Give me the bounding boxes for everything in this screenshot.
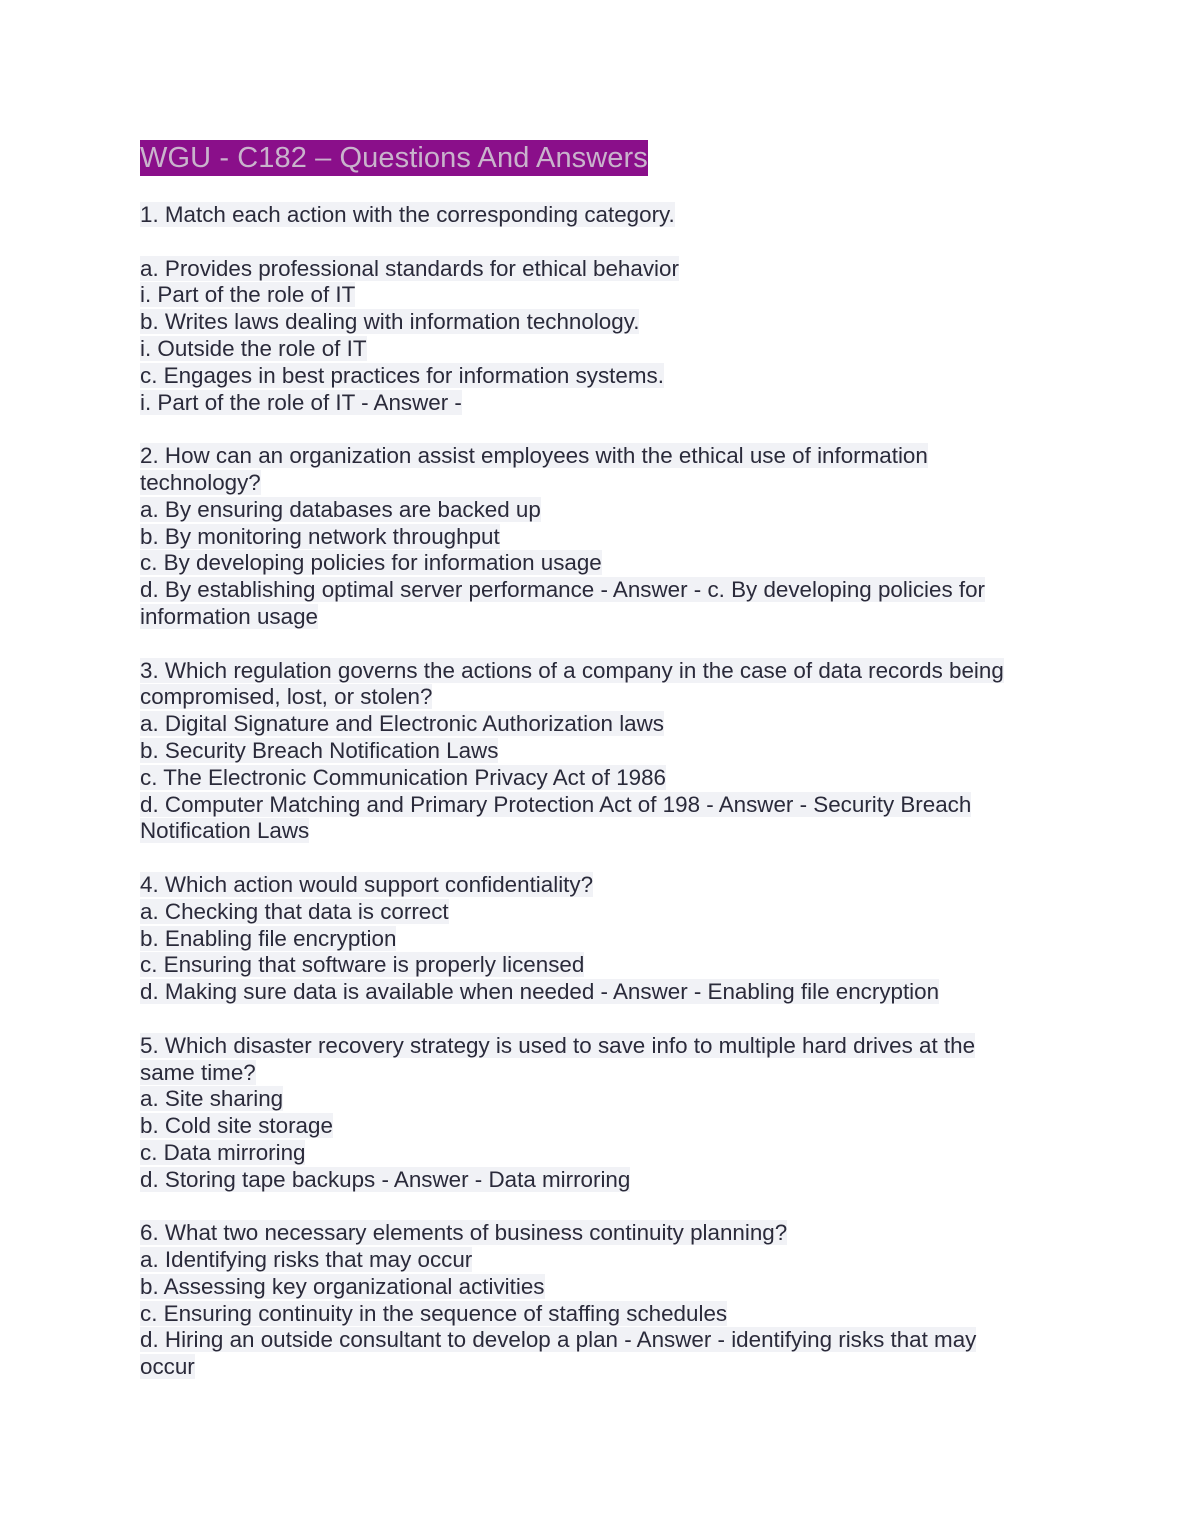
text-line-content: c. By developing policies for information usage xyxy=(140,550,602,576)
text-line xyxy=(140,711,1050,738)
text-line xyxy=(140,390,1050,417)
document-title: WGU - C182 – Questions And Answers xyxy=(140,142,648,174)
text-line xyxy=(140,818,1050,845)
question-block xyxy=(140,256,1050,417)
text-line xyxy=(140,256,1050,283)
text-line-content: a. Checking that data is correct xyxy=(140,898,449,924)
text-line-content: i. Part of the role of IT xyxy=(140,282,356,308)
text-line xyxy=(140,1140,1050,1167)
text-line xyxy=(140,872,1050,899)
text-line xyxy=(140,658,1050,685)
text-line xyxy=(140,1274,1050,1301)
text-line-content: 2. How can an organization assist employees with the ethical use of information xyxy=(140,443,928,469)
text-line-content: 1. Match each action with the corresponding category. xyxy=(140,202,675,227)
text-line-content: a. By ensuring databases are backed up xyxy=(140,496,541,522)
document-page xyxy=(140,140,1050,1408)
text-line-content: a. Site sharing xyxy=(140,1086,284,1112)
text-line-content: i. Part of the role of IT - Answer - xyxy=(140,389,462,415)
text-line-content: a. Provides professional standards for ethical behavior xyxy=(140,255,679,281)
text-line-content: b. Writes laws dealing with information technology. xyxy=(140,309,640,335)
text-line-content: c. Ensuring that software is properly licensed xyxy=(140,952,585,978)
text-line-content: 5. Which disaster recovery strategy is used to save info to multiple hard drives at the xyxy=(140,1032,976,1058)
text-line-content: 6. What two necessary elements of business continuity planning? xyxy=(140,1220,788,1246)
text-line-content: 3. Which regulation governs the actions of a company in the case of data records being xyxy=(140,657,1004,683)
text-line xyxy=(140,765,1050,792)
question-block xyxy=(140,443,1050,631)
text-line xyxy=(140,1354,1050,1381)
text-line xyxy=(140,979,1050,1006)
text-line xyxy=(140,952,1050,979)
text-line xyxy=(140,550,1050,577)
text-line xyxy=(140,1327,1050,1354)
text-line xyxy=(140,1167,1050,1194)
text-line xyxy=(140,1060,1050,1087)
text-line xyxy=(140,899,1050,926)
text-line xyxy=(140,1086,1050,1113)
text-line-content: information usage xyxy=(140,603,318,629)
text-line-content: b. Assessing key organizational activities xyxy=(140,1273,545,1299)
text-line-content: a. Identifying risks that may occur xyxy=(140,1247,473,1273)
text-line xyxy=(140,336,1050,363)
text-line xyxy=(140,1220,1050,1247)
text-line xyxy=(140,282,1050,309)
text-line xyxy=(140,577,1050,604)
text-line-content: d. By establishing optimal server performance - Answer - c. By developing policies for xyxy=(140,577,986,603)
question-block xyxy=(140,202,1050,229)
question-block xyxy=(140,1220,1050,1381)
text-line xyxy=(140,926,1050,953)
text-line-content: d. Storing tape backups - Answer - Data mirroring xyxy=(140,1166,631,1192)
text-line-content: d. Making sure data is available when needed - Answer - Enabling file encryption xyxy=(140,979,940,1005)
question-list xyxy=(140,202,1050,1381)
text-line xyxy=(140,738,1050,765)
text-line-content: d. Hiring an outside consultant to develop a plan - Answer - identifying risks that may xyxy=(140,1327,977,1353)
text-line-content: b. Enabling file encryption xyxy=(140,925,397,951)
text-line xyxy=(140,604,1050,631)
text-line-content: c. Ensuring continuity in the sequence of staffing schedules xyxy=(140,1300,728,1326)
text-line-content: b. Cold site storage xyxy=(140,1113,333,1139)
question-block xyxy=(140,1033,1050,1194)
text-line-content: a. Digital Signature and Electronic Authorization laws xyxy=(140,711,664,737)
question-block xyxy=(140,872,1050,1006)
text-line xyxy=(140,684,1050,711)
text-line xyxy=(140,1247,1050,1274)
text-line-content: d. Computer Matching and Primary Protection Act of 198 - Answer - Security Breach xyxy=(140,791,972,817)
text-line-content: b. By monitoring network throughput xyxy=(140,523,500,549)
text-line xyxy=(140,309,1050,336)
text-line xyxy=(140,470,1050,497)
text-line xyxy=(140,497,1050,524)
text-line-content: b. Security Breach Notification Laws xyxy=(140,737,499,763)
text-line xyxy=(140,524,1050,551)
text-line-content: c. The Electronic Communication Privacy Act of 1986 xyxy=(140,764,667,790)
text-line-content: occur xyxy=(140,1354,195,1380)
text-line-content: i. Outside the role of IT xyxy=(140,335,367,361)
text-line xyxy=(140,363,1050,390)
text-line xyxy=(140,1033,1050,1060)
text-line xyxy=(140,1301,1050,1328)
text-line-content: Notification Laws xyxy=(140,818,310,844)
text-line-content: same time? xyxy=(140,1059,256,1085)
text-line xyxy=(140,792,1050,819)
text-line xyxy=(140,1113,1050,1140)
text-line-content: c. Engages in best practices for information systems. xyxy=(140,362,664,388)
text-line-content: c. Data mirroring xyxy=(140,1139,306,1165)
text-line xyxy=(140,202,1050,229)
text-line-content: 4. Which action would support confidentiality? xyxy=(140,871,594,897)
question-block xyxy=(140,658,1050,846)
text-line-content: compromised, lost, or stolen? xyxy=(140,684,433,710)
text-line-content: technology? xyxy=(140,469,261,495)
text-line xyxy=(140,443,1050,470)
title-container xyxy=(140,140,1050,176)
